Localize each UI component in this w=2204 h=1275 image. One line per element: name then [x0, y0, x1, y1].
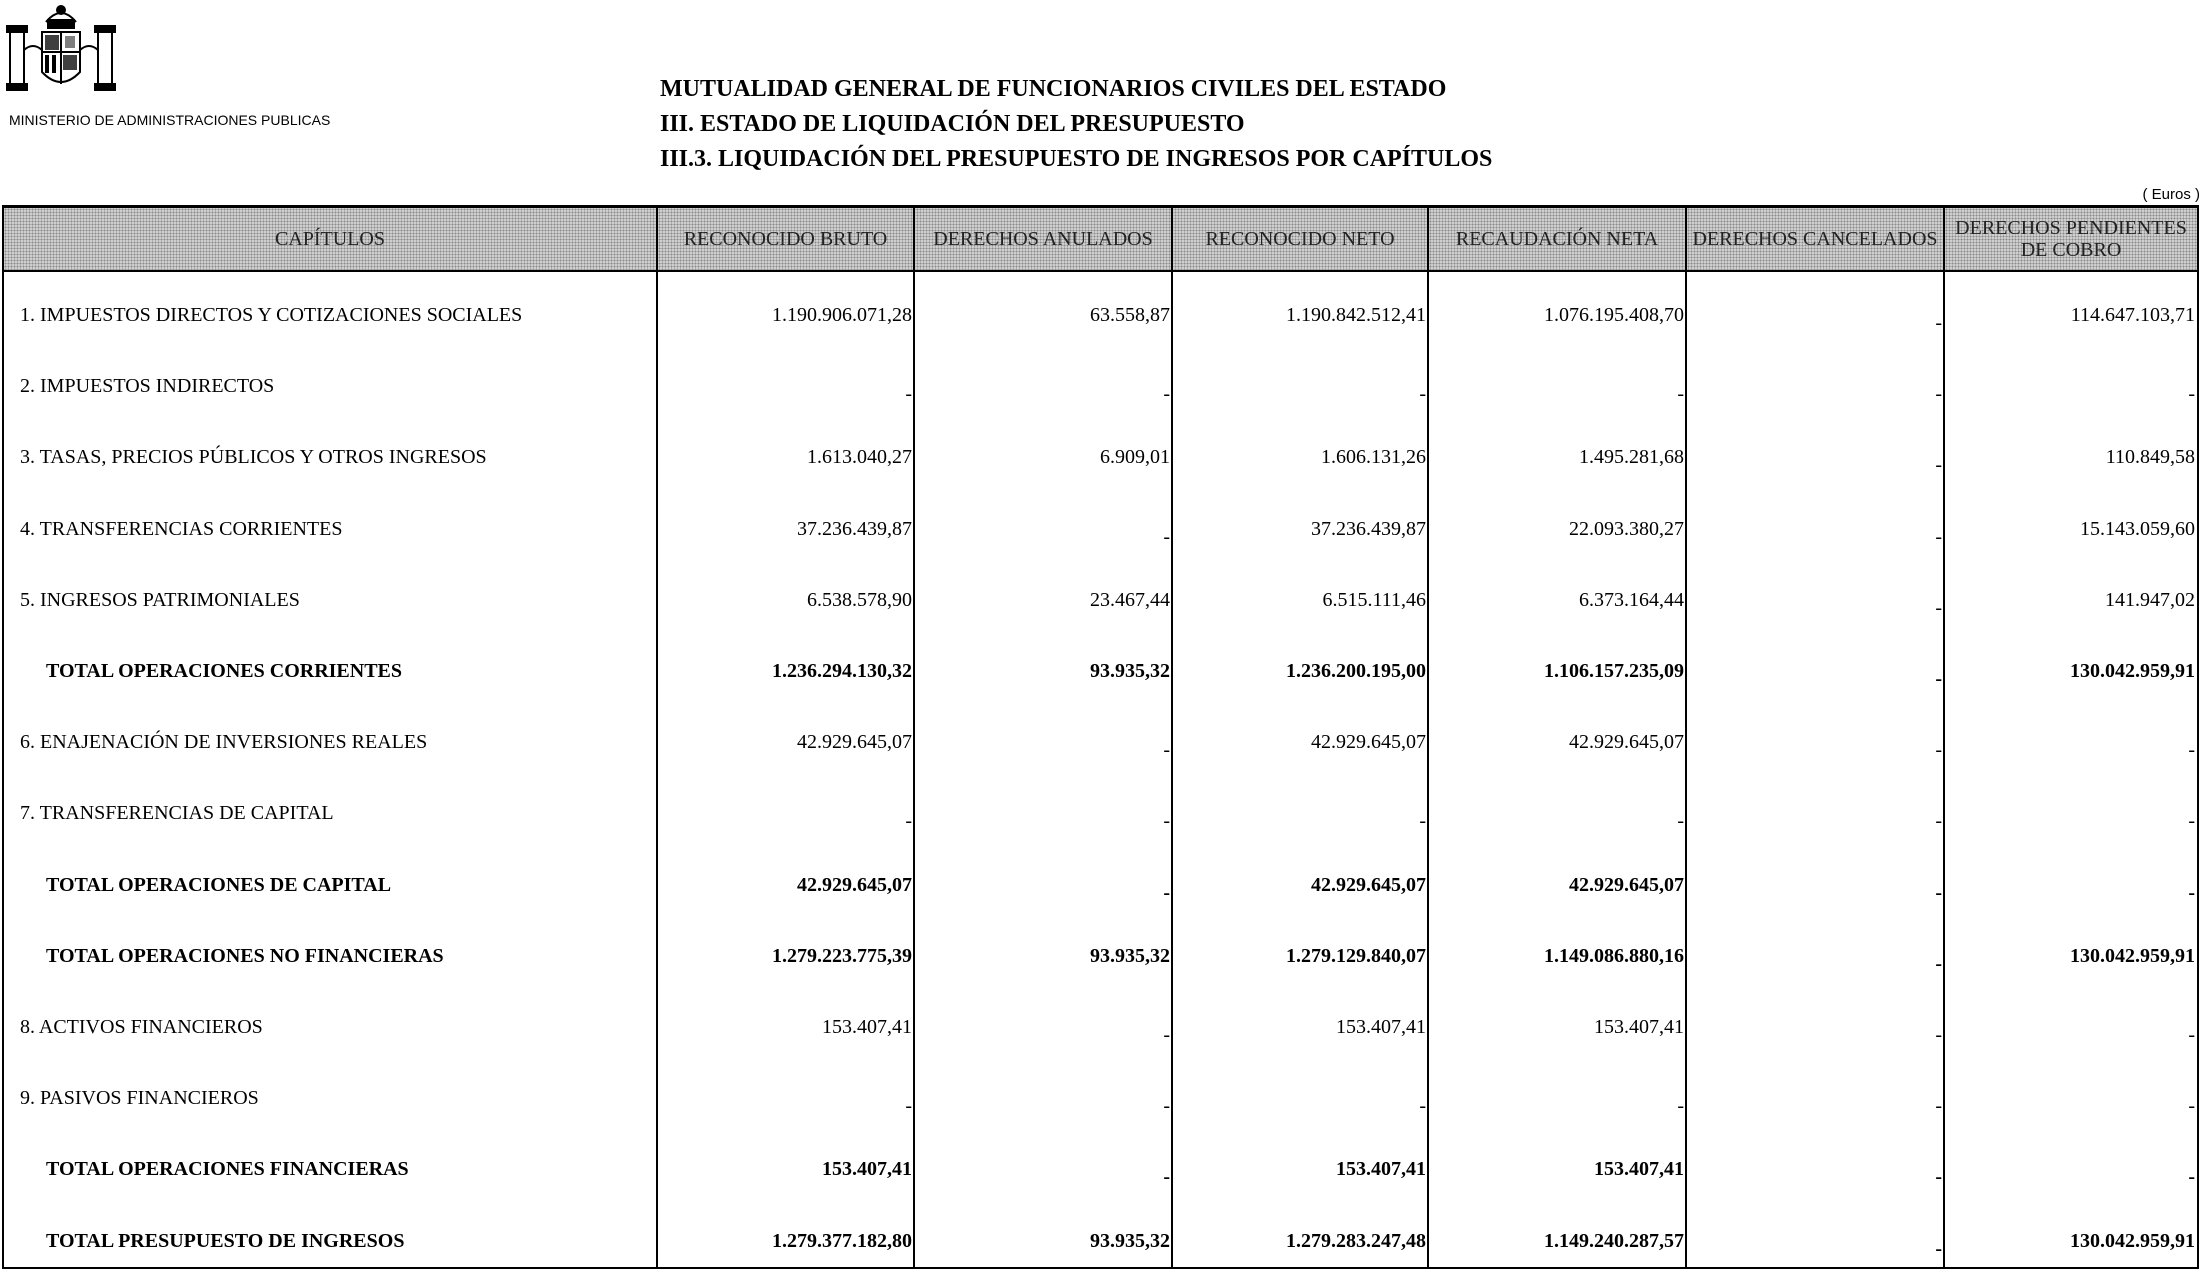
cell-net-recognized: 1.606.131,26	[1321, 446, 1426, 469]
cell-net-recognized: 42.929.645,07	[1311, 873, 1426, 896]
table-row	[4, 492, 2197, 563]
title-line-2: III. ESTADO DE LIQUIDACIÓN DEL PRESUPUESTO	[660, 111, 1245, 137]
table-row	[4, 278, 2197, 349]
cell-rights-annulled: 93.935,32	[1090, 944, 1170, 967]
cell-pending-collection: 130.042.959,91	[2070, 944, 2195, 967]
row-label: TOTAL PRESUPUESTO DE INGRESOS	[46, 1229, 405, 1252]
cell-pending-collection: 15.143.059,60	[2080, 517, 2195, 540]
cell-gross-recognized: 1.236.294.130,32	[772, 660, 912, 682]
row-label: 1. IMPUESTOS DIRECTOS Y COTIZACIONES SOCIALES	[20, 304, 523, 326]
cell-net-collection: 42.929.645,07	[1569, 873, 1684, 896]
cell-rights-cancelled: -	[1935, 810, 1942, 833]
row-label: 3. TASAS, PRECIOS PÚBLICOS Y OTROS INGRESOS	[20, 446, 487, 469]
total-row	[4, 634, 2197, 705]
cell-gross-recognized: 1.279.223.775,39	[772, 944, 912, 967]
total-row	[4, 1204, 2197, 1275]
row-label: 5. INGRESOS PATRIMONIALES	[20, 588, 300, 611]
cell-pending-collection: -	[2188, 810, 2195, 833]
cell-pending-collection: -	[2188, 1024, 2195, 1046]
cell-rights-cancelled: -	[1935, 383, 1942, 406]
cell-rights-cancelled: -	[1935, 525, 1942, 548]
table-row	[4, 420, 2197, 491]
cell-net-recognized: -	[1419, 810, 1426, 833]
cell-net-recognized: -	[1419, 383, 1426, 406]
row-label: TOTAL OPERACIONES CORRIENTES	[46, 660, 403, 682]
cell-rights-annulled: -	[1163, 1095, 1170, 1118]
cell-rights-annulled: 93.935,32	[1090, 1229, 1170, 1252]
cell-net-recognized: 1.279.129.840,07	[1286, 944, 1426, 967]
cell-pending-collection: 141.947,02	[2105, 588, 2195, 611]
cell-gross-recognized: 1.279.377.182,80	[772, 1229, 912, 1252]
currency-unit-label: ( Euros )	[2142, 186, 2200, 203]
cell-net-recognized: 1.279.283.247,48	[1286, 1229, 1426, 1252]
column-header-rights-cancelled: DERECHOS CANCELADOS	[1692, 228, 1938, 250]
cell-net-collection: 153.407,41	[1594, 1016, 1684, 1038]
cell-net-collection: 42.929.645,07	[1569, 731, 1684, 754]
cell-net-collection: -	[1677, 1095, 1684, 1118]
cell-rights-annulled: -	[1163, 739, 1170, 762]
cell-rights-annulled: -	[1163, 525, 1170, 548]
cell-gross-recognized: 42.929.645,07	[797, 731, 912, 754]
title-line-1: MUTUALIDAD GENERAL DE FUNCIONARIOS CIVILES DEL ESTADO	[660, 76, 1447, 102]
row-label: 9. PASIVOS FINANCIEROS	[20, 1087, 259, 1110]
total-row	[4, 1132, 2197, 1203]
cell-rights-cancelled: -	[1935, 1095, 1942, 1118]
table-header	[4, 208, 2197, 272]
total-row	[4, 848, 2197, 919]
cell-rights-cancelled: -	[1935, 952, 1942, 975]
column-header-chapters: CAPÍTULOS	[274, 228, 385, 250]
cell-gross-recognized: 37.236.439,87	[797, 517, 912, 540]
cell-rights-annulled: 6.909,01	[1100, 446, 1170, 469]
row-label: TOTAL OPERACIONES FINANCIERAS	[46, 1158, 409, 1181]
row-label: 6. ENAJENACIÓN DE INVERSIONES REALES	[20, 731, 428, 754]
column-header-rights-cancelled-annulled: DERECHOS ANULADOS	[933, 228, 1153, 250]
row-label: 8. ACTIVOS FINANCIEROS	[20, 1016, 263, 1038]
table-row	[4, 349, 2197, 420]
cell-pending-collection: 110.849,58	[2105, 446, 2195, 469]
cell-gross-recognized: -	[905, 810, 912, 833]
cell-rights-cancelled: -	[1935, 668, 1942, 690]
cell-pending-collection: -	[2188, 739, 2195, 762]
column-header-net-recognized: RECONOCIDO NETO	[1205, 228, 1395, 250]
cell-net-recognized: 37.236.439,87	[1311, 517, 1426, 540]
cell-rights-cancelled: -	[1935, 1237, 1942, 1260]
cell-rights-cancelled: -	[1935, 881, 1942, 904]
cell-rights-annulled: 63.558,87	[1090, 304, 1170, 326]
cell-net-recognized: 6.515.111,46	[1322, 588, 1426, 611]
cell-net-recognized: 42.929.645,07	[1311, 731, 1426, 754]
cell-gross-recognized: -	[905, 1095, 912, 1118]
cell-rights-cancelled: -	[1935, 1024, 1942, 1046]
cell-pending-collection: -	[2188, 1095, 2195, 1118]
column-header-pending-collection: DERECHOS PENDIENTES DE COBRO	[1955, 217, 2187, 261]
cell-rights-annulled: -	[1163, 1166, 1170, 1189]
cell-net-collection: 22.093.380,27	[1569, 517, 1684, 540]
cell-rights-annulled: -	[1163, 1024, 1170, 1046]
cell-net-collection: -	[1677, 383, 1684, 406]
coat-of-arms-icon	[2, 2, 120, 94]
cell-gross-recognized: 6.538.578,90	[807, 588, 912, 611]
cell-net-collection: 1.076.195.408,70	[1544, 304, 1684, 326]
cell-gross-recognized: 1.190.906.071,28	[772, 304, 912, 326]
title-line-3: III.3. LIQUIDACIÓN DEL PRESUPUESTO DE INGRESOS POR CAPÍTULOS	[660, 146, 1493, 172]
cell-net-recognized: 153.407,41	[1336, 1158, 1426, 1181]
cell-net-recognized: 1.236.200.195,00	[1286, 660, 1426, 682]
cell-rights-annulled: -	[1163, 881, 1170, 904]
cell-net-recognized: -	[1419, 1095, 1426, 1118]
cell-gross-recognized: -	[905, 383, 912, 406]
table-row	[4, 776, 2197, 847]
cell-net-recognized: 153.407,41	[1336, 1016, 1426, 1038]
cell-gross-recognized: 1.613.040,27	[807, 446, 912, 469]
cell-net-collection: 1.106.157.235,09	[1544, 660, 1684, 682]
cell-pending-collection: 114.647.103,71	[2070, 304, 2195, 326]
cell-rights-cancelled: -	[1935, 454, 1942, 477]
total-row	[4, 919, 2197, 990]
cell-gross-recognized: 153.407,41	[822, 1016, 912, 1038]
ministry-name: MINISTERIO DE ADMINISTRACIONES PUBLICAS	[9, 112, 331, 128]
table-row	[4, 1061, 2197, 1132]
cell-rights-cancelled: -	[1935, 596, 1942, 619]
cell-net-collection: 6.373.164,44	[1579, 588, 1684, 611]
row-label: TOTAL OPERACIONES NO FINANCIERAS	[46, 944, 444, 967]
row-label: 2. IMPUESTOS INDIRECTOS	[20, 375, 275, 398]
cell-pending-collection: -	[2188, 881, 2195, 904]
cell-net-collection: 1.495.281,68	[1579, 446, 1684, 469]
cell-pending-collection: -	[2188, 1166, 2195, 1189]
cell-rights-cancelled: -	[1935, 1166, 1942, 1189]
cell-gross-recognized: 42.929.645,07	[797, 873, 912, 896]
cell-rights-annulled: -	[1163, 810, 1170, 833]
cell-pending-collection: -	[2188, 383, 2195, 406]
row-label: 7. TRANSFERENCIAS DE CAPITAL	[20, 802, 334, 825]
table-row	[4, 563, 2197, 634]
cell-rights-annulled: 23.467,44	[1090, 588, 1170, 611]
report-title	[660, 72, 1492, 177]
cell-net-collection: 1.149.240.287,57	[1544, 1229, 1684, 1252]
row-label: TOTAL OPERACIONES DE CAPITAL	[46, 873, 392, 896]
column-header-gross-recognized: RECONOCIDO BRUTO	[683, 228, 888, 250]
table-row	[4, 705, 2197, 776]
cell-net-collection: 153.407,41	[1594, 1158, 1684, 1181]
column-header-net-collection: RECAUDACIÓN NETA	[1455, 228, 1659, 250]
table-row	[4, 990, 2197, 1061]
cell-rights-annulled: -	[1163, 383, 1170, 406]
cell-rights-annulled: 93.935,32	[1090, 660, 1170, 682]
cell-gross-recognized: 153.407,41	[822, 1158, 912, 1181]
cell-net-recognized: 1.190.842.512,41	[1286, 304, 1426, 326]
cell-pending-collection: 130.042.959,91	[2070, 1229, 2195, 1252]
revenue-table	[2, 205, 2199, 1269]
row-label: 4. TRANSFERENCIAS CORRIENTES	[20, 517, 343, 540]
cell-rights-cancelled: -	[1935, 739, 1942, 762]
cell-net-collection: 1.149.086.880,16	[1544, 944, 1684, 967]
cell-rights-cancelled: -	[1935, 312, 1942, 334]
cell-net-collection: -	[1677, 810, 1684, 833]
cell-pending-collection: 130.042.959,91	[2070, 660, 2195, 682]
